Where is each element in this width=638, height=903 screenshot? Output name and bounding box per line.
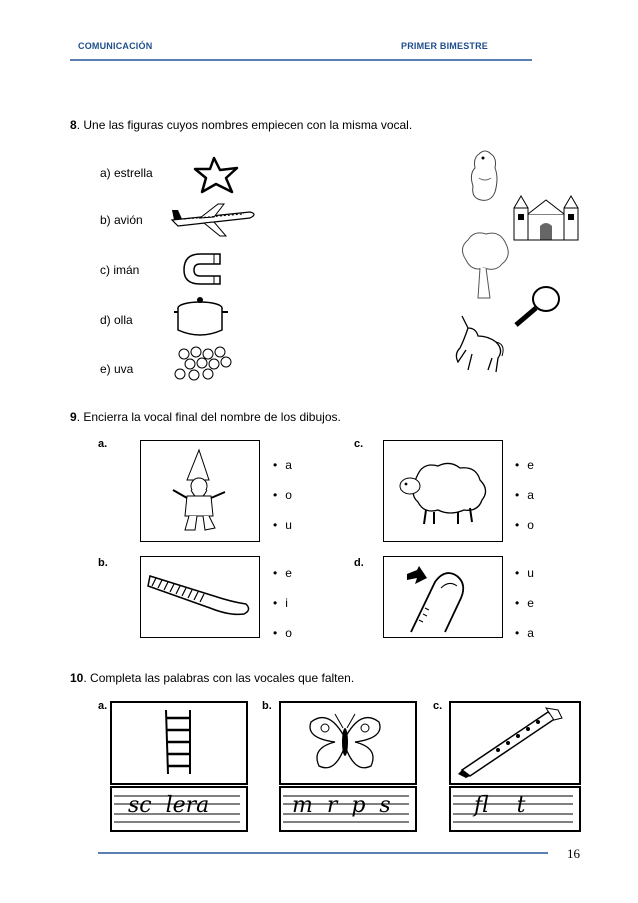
footer-rule: [98, 852, 548, 854]
q8-option-a: a) estrella: [100, 166, 153, 180]
pot-icon: [172, 292, 232, 340]
q9-instruction: [70, 410, 341, 424]
tree-icon: [456, 230, 512, 300]
q9-text: . Encierra la vocal final del nombre de los dibujos.: [76, 410, 341, 424]
q8-option-b: b) avión: [100, 213, 143, 227]
q10-word-c: fl t: [474, 793, 526, 818]
q8-number: 8: [70, 118, 77, 132]
q9-label-b: b.: [98, 557, 108, 569]
magnifying-glass-icon: [510, 283, 566, 329]
q9c-vowel-1[interactable]: • e: [515, 458, 534, 472]
comb-icon: [148, 566, 252, 626]
q10-label-a: a.: [98, 700, 108, 712]
q10-label-b: b.: [262, 700, 272, 712]
unicorn-icon: [452, 314, 508, 376]
q8-text: . Une las figuras cuyos nombres empiecen con la misma vocal.: [76, 118, 413, 132]
ladder-icon: [160, 708, 200, 776]
magnet-icon: [180, 250, 225, 286]
sheep-icon: [398, 460, 490, 526]
q9a-vowel-3[interactable]: • u: [273, 518, 292, 532]
q10-word-b: m r p s: [292, 793, 391, 818]
gnome-icon: [165, 450, 235, 534]
q9-label-d: d.: [354, 557, 364, 569]
bear-icon: [465, 148, 505, 206]
q9-label-c: c.: [354, 438, 364, 450]
header-subject: COMUNICACIÓN: [78, 41, 153, 51]
grapes-icon: [170, 342, 240, 386]
q9d-vowel-2[interactable]: • e: [515, 596, 534, 610]
q9-number: 9: [70, 410, 77, 424]
q8-option-d: d) olla: [100, 313, 133, 327]
q8-instruction: [70, 118, 412, 132]
q8-option-c: c) imán: [100, 263, 140, 277]
q9b-vowel-1[interactable]: • e: [273, 566, 292, 580]
q9c-vowel-3[interactable]: • o: [515, 518, 534, 532]
finger-icon: [405, 566, 477, 632]
q9b-vowel-3[interactable]: • o: [273, 626, 292, 640]
q10-text: . Completa las palabras con las vocales que falten.: [83, 671, 355, 685]
q8-option-e: e) uva: [100, 362, 134, 376]
header-term: PRIMER BIMESTRE: [401, 41, 489, 51]
church-icon: [510, 188, 582, 242]
q10-number: 10: [70, 671, 84, 685]
q9b-vowel-2[interactable]: • i: [273, 596, 288, 610]
butterfly-icon: [305, 708, 385, 774]
q10-word-a: sc lera: [128, 793, 210, 818]
q9c-vowel-2[interactable]: • a: [515, 488, 534, 502]
page-number: 16: [567, 846, 580, 861]
airplane-icon: [170, 202, 260, 238]
q9a-vowel-2[interactable]: • o: [273, 488, 292, 502]
star-icon: [192, 154, 242, 196]
q9a-vowel-1[interactable]: • a: [273, 458, 292, 472]
header-rule: [70, 59, 532, 61]
q10-label-c: c.: [433, 700, 443, 712]
q9-label-a: a.: [98, 438, 108, 450]
q9d-vowel-3[interactable]: • a: [515, 626, 534, 640]
q9d-vowel-1[interactable]: • u: [515, 566, 534, 580]
flute-icon: [458, 706, 568, 778]
q10-instruction: [70, 671, 354, 685]
